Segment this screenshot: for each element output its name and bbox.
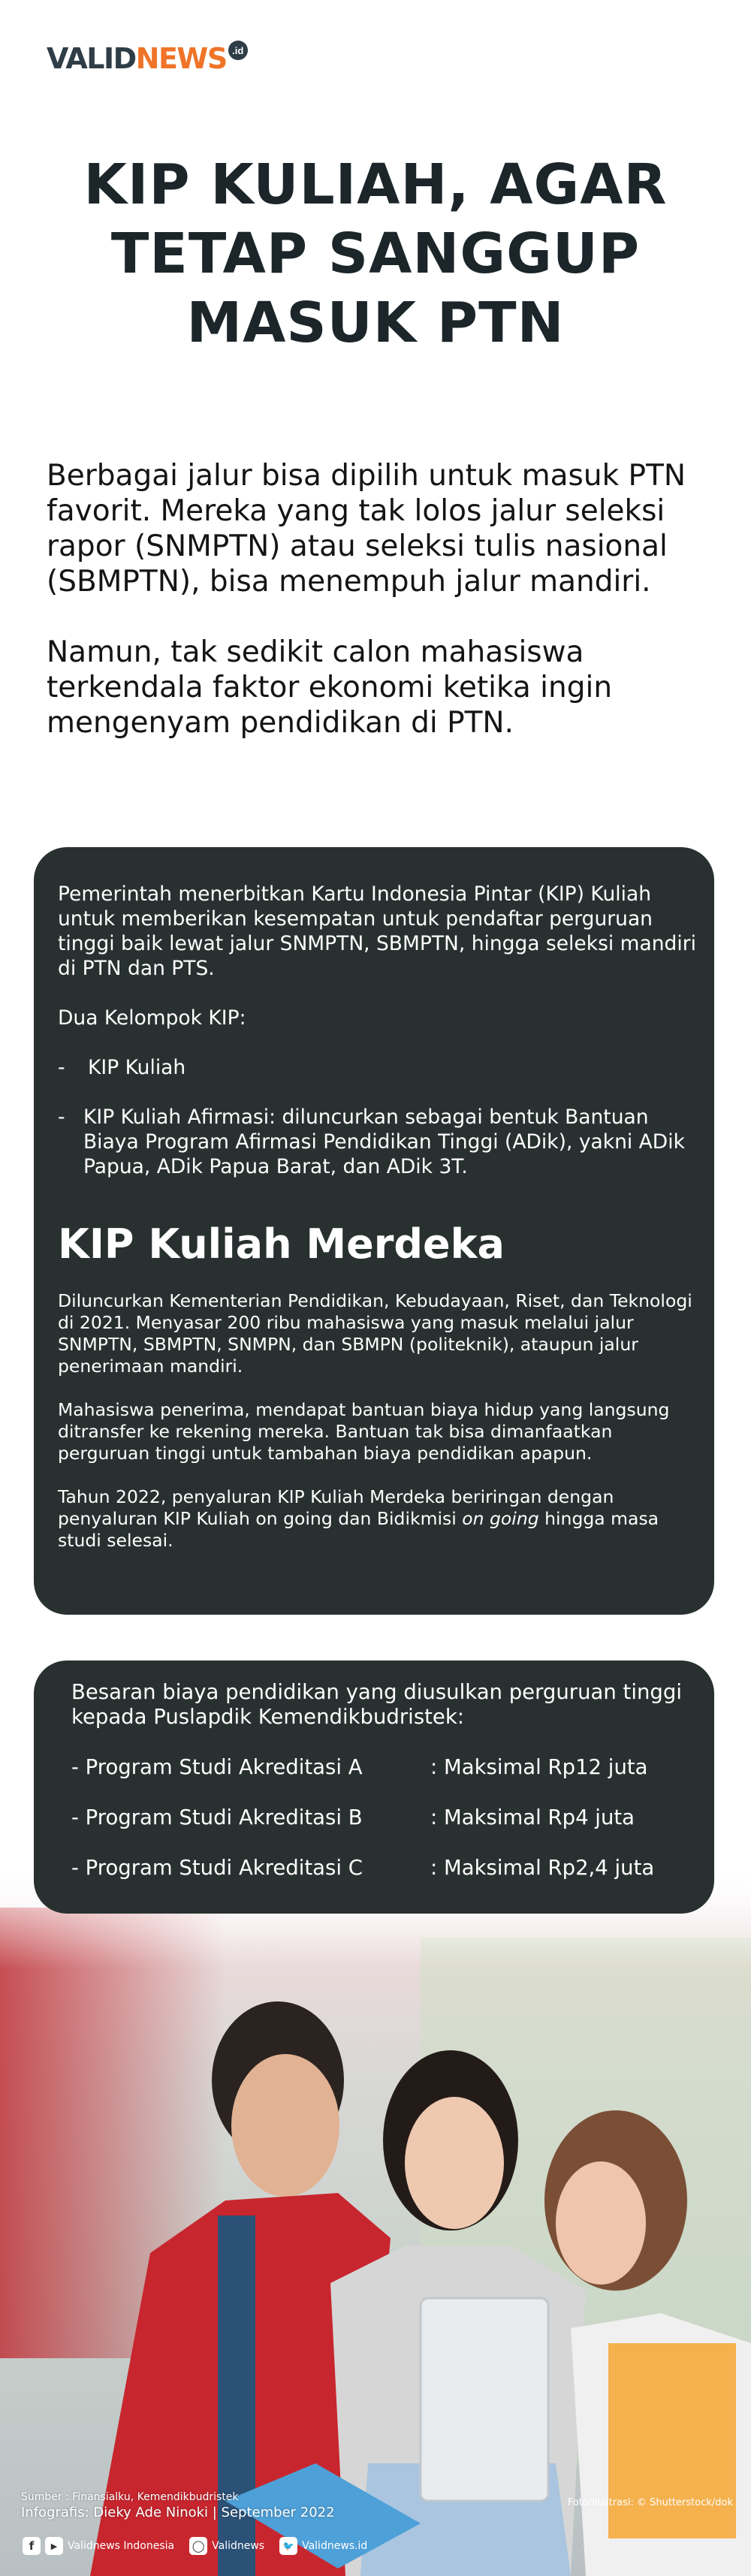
title-line: KIP KULIAH, AGAR [83,152,668,217]
title-line: MASUK PTN [186,291,565,355]
fee-row: - Program Studi Akreditasi C : Maksimal Rp2,4 juta [71,1856,655,1880]
intro-paragraph: Berbagai jalur bisa dipilih untuk masuk PTN favorit. Mereka yang tak lolos jalur seleksi rapor (SNMPTN) atau seleksi tulis nasional (SBMPTN), bisa menempuh jalur mandiri. [47,459,686,599]
kip-group-item: - KIP Kuliah Afirmasi: diluncurkan sebagai bentuk Bantuan Biaya Program Afirmasi Pendidikan Tinggi (ADik), yakni ADik Papua, ADik Papua Barat, dan ADik 3T. [58,1106,685,1178]
youtube-icon[interactable]: ▶ [45,2537,63,2555]
kip-lead-text: Pemerintah menerbitkan Kartu Indonesia Pintar (KIP) Kuliah untuk memberikan kesempatan untuk pendaftar perguruan tinggi baik lewat jalur SNMPTN, SBMPTN, hingga seleksi mandiri di PTN dan PTS. [58,882,696,980]
social-label-twitter[interactable]: Validnews.id [302,2540,368,2552]
infographic-credit: Infografis: Dieky Ade Ninoki | September 2022 [21,2505,335,2520]
title-line: TETAP SANGGUP [110,222,641,286]
photo-credit: Foto/Ilustrasi: © Shutterstock/dok [567,2497,733,2508]
validnews-logo [47,42,248,75]
logo-news-text: NEWS [135,42,227,75]
instagram-icon[interactable]: ◯ [189,2537,207,2555]
intro-text [47,458,722,776]
social-links [23,2537,378,2555]
merdeka-paragraph: Diluncurkan Kementerian Pendidikan, Kebudayaan, Riset, dan Teknologi di 2021. Menyasar 200 ribu mahasiswa yang masuk melalui jalur SNMPTN, SBMPTN, SNMPN, dan SBMPN (politeknik), ataupun jalur penerimaan mandiri. [58,1290,692,1377]
merdeka-paragraph: Tahun 2022, penyaluran KIP Kuliah Merdeka beriringan dengan penyaluran KIP Kuliah on going dan Bidikmisi on going hingga masa studi selesai. [58,1486,659,1551]
students-photo [0,1863,751,2576]
fee-row: - Program Studi Akreditasi B : Maksimal Rp4 juta [71,1805,635,1829]
merdeka-paragraph: Mahasiswa penerima, mendapat bantuan biaya hidup yang langsung ditransfer ke rekening mereka. Bantuan tak bisa dimanfaatkan perguruan tinggi untuk tambahan biaya pendidikan apapun. [58,1399,670,1464]
logo-valid-text: VALID [47,42,136,75]
twitter-icon[interactable]: 🐦 [279,2537,297,2555]
fee-card [34,1661,714,1914]
social-label-facebook-youtube[interactable]: Validnews Indonesia [68,2540,175,2552]
intro-paragraph: Namun, tak sedikit calon mahasiswa terkendala faktor ekonomi ketika ingin mengenyam pendidikan di PTN. [47,635,613,740]
kip-info-card [34,847,714,1615]
source-text: Sumber : Finansialku, Kemendikbudristek [21,2491,239,2503]
facebook-icon[interactable]: f [23,2537,41,2555]
fee-lead-text: Besaran biaya pendidikan yang diusulkan perguruan tinggi kepada Puslapdik Kemendikbudristek: [71,1680,682,1729]
kip-groups-heading: Dua Kelompok KIP: [58,1006,246,1030]
social-label-instagram[interactable]: Validnews [212,2540,265,2552]
kip-merdeka-heading: KIP Kuliah Merdeka [58,1220,505,1268]
fee-row: - Program Studi Akreditasi A : Maksimal Rp12 juta [71,1755,648,1779]
page-title [0,150,751,357]
kip-group-item: - KIP Kuliah [58,1056,186,1079]
credits [21,2490,335,2522]
logo-id-badge: .id [228,41,248,60]
